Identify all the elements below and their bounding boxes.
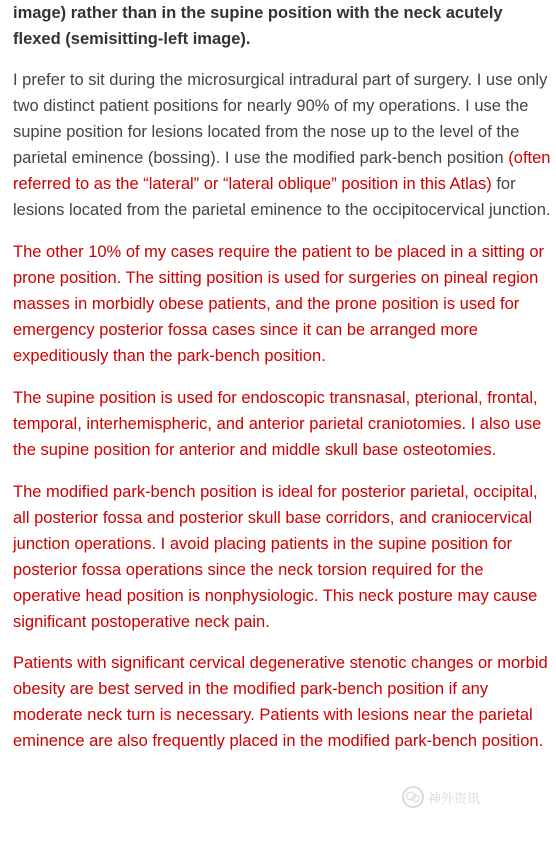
paragraph-positions-overview (13, 67, 553, 223)
paragraph-sitting-prone: The other 10% of my cases require the patient to be placed in a sitting or prone position. The sitting position is used for surgeries on pineal region masses in morbidly obese patients, and the prone position is used for emergency posterior fossa cases since it can be arranged more expeditiously than the park-bench position. (13, 243, 545, 365)
watermark-text: 神外资讯 (428, 791, 481, 807)
paragraph-supine-uses: The supine position is used for endoscopic transnasal, pterional, frontal, temporal, interhemispheric, and anterior parietal craniotomies. I also use the supine position for anterior and middle skull base osteotomies. (13, 389, 542, 459)
paragraph-cervical-obesity: Patients with significant cervical degenerative stenotic changes or morbid obesity are best served in the modified park-bench position if any moderate neck turn is necessary. Patients with lesions near the parietal eminence are also frequently placed in the modified park-bench position. (13, 654, 548, 750)
paragraph-park-bench: The modified park-bench position is ideal for posterior parietal, occipital, all posterior fossa and posterior skull base corridors, and craniocervical junction operations. I avoid placing patients in the supine position for posterior fossa operations since the neck torsion required for the operative head position is nonphysiologic. This neck posture may cause significant postoperative neck pain. (13, 483, 538, 631)
highlighted-text: (often referred to as the “lateral” or “lateral oblique” position in this Atlas) (13, 149, 551, 193)
wechat-logo-icon (402, 786, 424, 808)
article-body (13, 0, 553, 754)
paragraph-text: for lesions located from the parietal eminence to the occipitocervical junction. (13, 175, 551, 219)
paragraph-text: I prefer to sit during the microsurgical intradural part of surgery. I use only two distinct patient positions for nearly 90% of my operations. I use the supine position for lesions located from the nose up to the level of the parietal eminence (bossing). I use the modified park-bench position (13, 71, 548, 167)
watermark (402, 786, 480, 808)
lead-paragraph: image) rather than in the supine position with the neck acutely flexed (semisitting-left image). (13, 4, 503, 48)
